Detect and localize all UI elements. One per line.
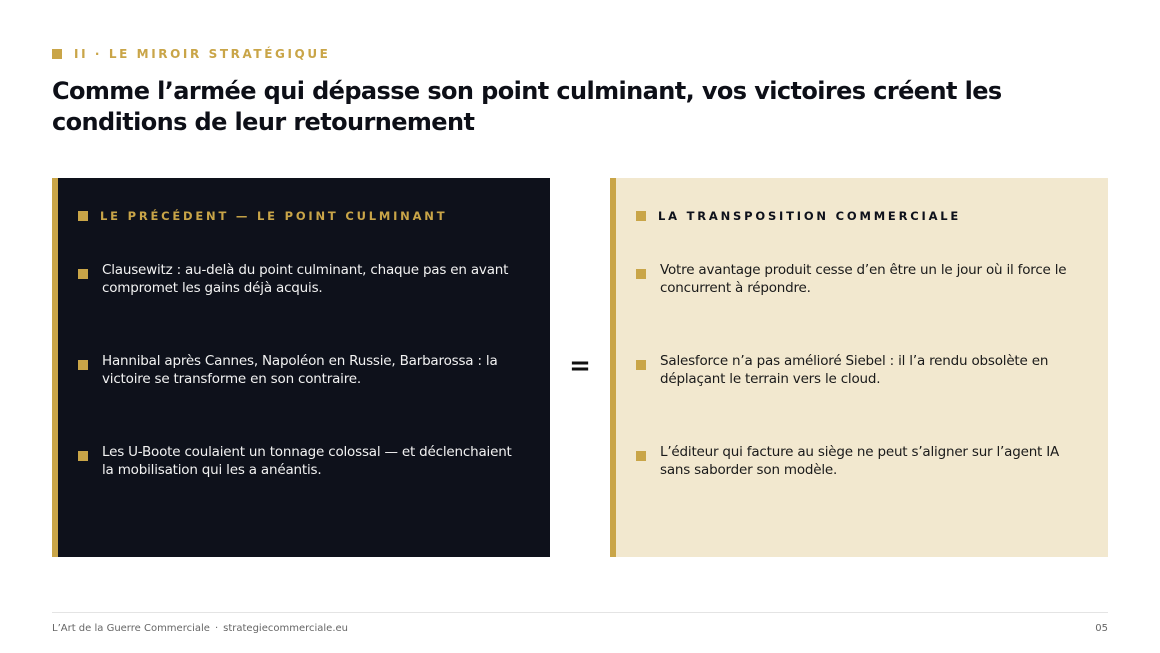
equals-connector: = bbox=[569, 351, 591, 381]
section-label: II · LE MIROIR STRATÉGIQUE bbox=[74, 47, 331, 61]
bullet-square-icon bbox=[636, 269, 646, 279]
precedent-panel bbox=[52, 178, 550, 557]
list-item-text: Salesforce n’a pas amélioré Siebel : il l’a rendu obsolète en déplaçant le terrain vers le cloud. bbox=[660, 353, 1049, 387]
transposition-panel-heading: LA TRANSPOSITION COMMERCIALE bbox=[658, 209, 962, 223]
footer-brand: L’Art de la Guerre Commerciale bbox=[52, 623, 210, 634]
list-item-text: Hannibal après Cannes, Napoléon en Russie, Barbarossa : la victoire se transforme en son contraire. bbox=[102, 353, 498, 387]
bullet-square-icon bbox=[78, 360, 88, 370]
footer-divider bbox=[52, 612, 1108, 613]
footer-separator: · bbox=[214, 623, 219, 634]
list-item-text: L’éditeur qui facture au siège ne peut s’aligner sur l’agent IA sans saborder son modèle. bbox=[660, 444, 1060, 478]
transposition-panel-header bbox=[636, 209, 961, 223]
precedent-panel-header bbox=[78, 209, 447, 223]
list-item bbox=[636, 444, 1081, 479]
list-item bbox=[78, 262, 523, 297]
bullet-square-icon bbox=[78, 269, 88, 279]
bullet-square-icon bbox=[636, 451, 646, 461]
bullet-square-icon bbox=[636, 360, 646, 370]
gold-square-icon bbox=[78, 211, 88, 221]
gold-square-icon bbox=[52, 49, 62, 59]
list-item-text: Clausewitz : au-delà du point culminant, chaque pas en avant compromet les gains déjà acquis. bbox=[102, 262, 509, 296]
list-item bbox=[78, 444, 523, 479]
list-item bbox=[78, 353, 523, 388]
precedent-panel-heading: LE PRÉCÉDENT — LE POINT CULMINANT bbox=[100, 209, 448, 223]
slide-title: Comme l’armée qui dépasse son point culminant, vos victoires créent les conditions de leur retournement bbox=[52, 77, 1002, 136]
footer-website-link: strategiecommerciale.eu bbox=[223, 623, 348, 634]
list-item-text: Les U-Boote coulaient un tonnage colossal — et déclenchaient la mobilisation qui les a anéantis. bbox=[102, 444, 512, 478]
section-eyebrow bbox=[52, 47, 330, 61]
list-item bbox=[636, 262, 1081, 297]
bullet-square-icon bbox=[78, 451, 88, 461]
gold-square-icon bbox=[636, 211, 646, 221]
list-item bbox=[636, 353, 1081, 388]
footer-credits bbox=[52, 623, 348, 634]
list-item-text: Votre avantage produit cesse d’en être un le jour où il force le concurrent à répondre. bbox=[660, 262, 1067, 296]
transposition-panel bbox=[610, 178, 1108, 557]
page-number: 05 bbox=[1095, 623, 1108, 634]
